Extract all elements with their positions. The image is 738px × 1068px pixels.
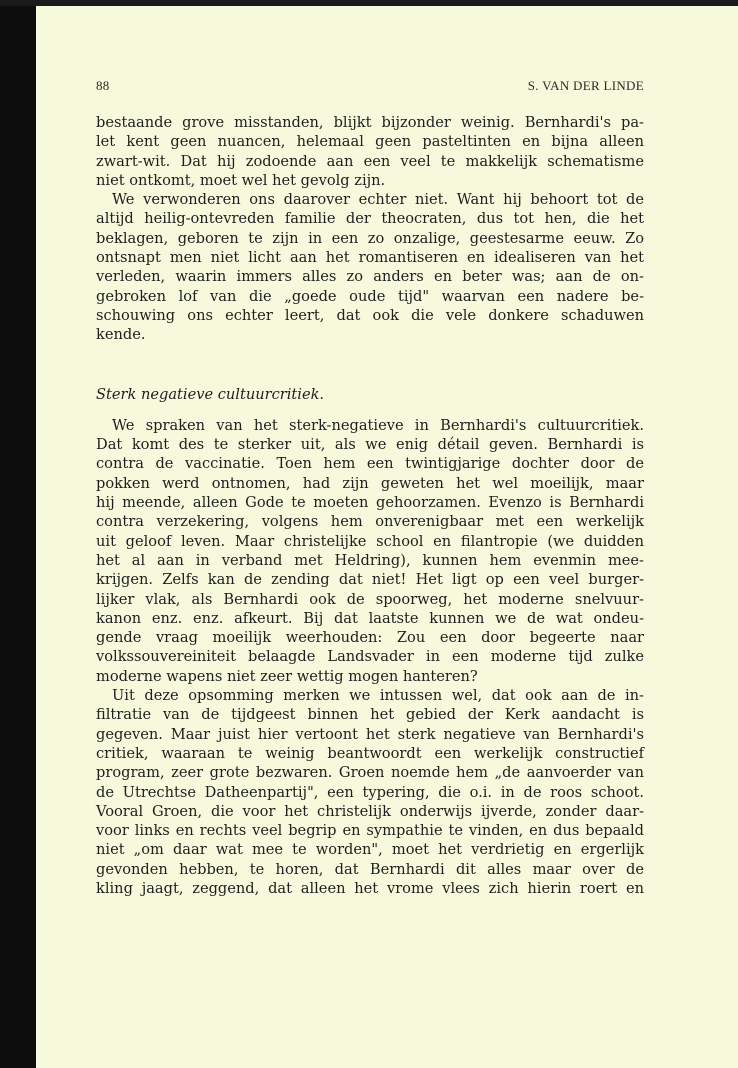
- text-line: niet ontkomt, moet wel het gevolg zijn.: [96, 171, 386, 189]
- text-line: Uit deze opsomming merken we intussen wel, dat ook aan de in-: [112, 687, 644, 705]
- text-line: de Utrechtse Datheenpartij", een typering, die o.i. in de roos schoot.: [96, 783, 644, 801]
- text-line: ontsnapt men niet licht aan het romantiseren en idealiseren van het: [96, 249, 644, 267]
- text-line: het al aan in verband met Heldring), kunnen hem evenmin mee-: [96, 551, 644, 569]
- page-body: [96, 113, 644, 898]
- text-line: gende vraag moeilijk weerhouden: Zou een door begeerte naar: [96, 629, 644, 647]
- text-line: let kent geen nuancen, helemaal geen pasteltinten en bijna alleen: [96, 133, 644, 151]
- text-line: Dat komt des te sterker uit, als we enig détail geven. Bernhardi is: [96, 436, 644, 454]
- paragraph-2: [96, 190, 644, 344]
- running-header: [96, 78, 644, 94]
- text-line: kanon enz. enz. afkeurt. Bij dat laatste kunnen we de wat ondeu-: [96, 609, 644, 627]
- text-line: niet „om daar wat mee te worden", moet het verdrietig en ergerlijk: [96, 841, 644, 859]
- paragraph-1: [96, 113, 644, 190]
- text-line: kling jaagt, zeggend, dat alleen het vrome vlees zich hierin roert en: [96, 879, 644, 897]
- text-line: We verwonderen ons daarover echter niet. Want hij behoort tot de: [112, 191, 644, 209]
- text-line: hij meende, alleen Gode te moeten gehoorzamen. Evenzo is Bernhardi: [96, 494, 644, 512]
- text-line: Vooral Groen, die voor het christelijk onderwijs ijverde, zonder daar-: [96, 802, 644, 820]
- text-line: beklagen, geboren te zijn in een zo onzalige, geestesarme eeuw. Zo: [96, 229, 644, 247]
- text-line: gebroken lof van die „goede oude tijd" waarvan een nadere be-: [96, 287, 644, 305]
- text-line: zwart-wit. Dat hij zodoende aan een veel te makkelijk schematisme: [96, 152, 644, 170]
- running-head-author: S. VAN DER LINDE: [527, 78, 644, 93]
- paragraph-3: [96, 416, 644, 686]
- text-line: altijd heilig-ontevreden familie der theocraten, dus tot hen, die het: [96, 210, 644, 228]
- text-line: critiek, waaraan te weinig beantwoordt een werkelijk constructief: [96, 744, 644, 762]
- text-line: uit geloof leven. Maar christelijke school en filantropie (we duidden: [96, 532, 644, 550]
- text-line: filtratie van de tijdgeest binnen het gebied der Kerk aandacht is: [96, 706, 644, 724]
- text-line: krijgen. Zelfs kan de zending dat niet! Het ligt op een veel burger-: [96, 571, 644, 589]
- text-line: contra de vaccinatie. Toen hem een twintigjarige dochter door de: [96, 455, 644, 473]
- section-heading: Sterk negatieve cultuurcritiek.: [96, 385, 325, 403]
- page-number: 88: [96, 78, 110, 93]
- text-line: lijker vlak, als Bernhardi ook de spoorweg, het moderne snelvuur-: [96, 590, 644, 608]
- text-line: program, zeer grote bezwaren. Groen noemde hem „de aanvoerder van: [96, 764, 644, 782]
- text-line: We spraken van het sterk-negatieve in Bernhardi's cultuurcritiek.: [112, 416, 644, 434]
- text-line: schouwing ons echter leert, dat ook die vele donkere schaduwen: [96, 306, 644, 324]
- text-line: moderne wapens niet zeer wettig mogen hanteren?: [96, 667, 478, 685]
- text-line: verleden, waarin immers alles zo anders en beter was; aan de on-: [96, 268, 644, 286]
- text-line: gevonden hebben, te horen, dat Bernhardi dit alles maar over de: [96, 860, 644, 878]
- text-line: bestaande grove misstanden, blijkt bijzonder weinig. Bernhardi's pa-: [96, 114, 644, 131]
- text-line: volkssouvereiniteit belaagde Landsvader in een moderne tijd zulke: [96, 648, 644, 666]
- text-line: kende.: [96, 326, 146, 344]
- text-line: gegeven. Maar juist hier vertoont het sterk negatieve van Bernhardi's: [96, 725, 644, 743]
- text-line: voor links en rechts veel begrip en sympathie te vinden, en dus bepaald: [96, 822, 644, 840]
- paragraph-4: [96, 686, 644, 898]
- scan-border-left: [0, 0, 36, 1068]
- text-line: pokken werd ontnomen, had zijn geweten het wel moeilijk, maar: [96, 474, 644, 492]
- text-line: contra verzekering, volgens hem onverenigbaar met een werkelijk: [96, 513, 644, 531]
